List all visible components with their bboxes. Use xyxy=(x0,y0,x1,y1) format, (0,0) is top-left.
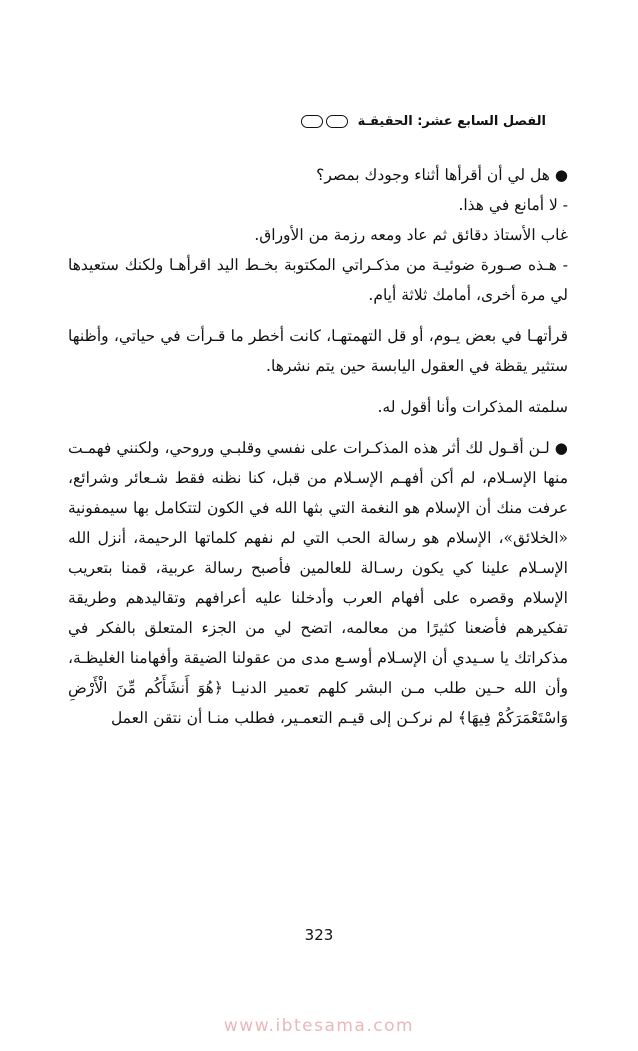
body-text xyxy=(68,160,568,733)
ornament-pill-right xyxy=(326,115,348,128)
header-ornament-icon xyxy=(301,115,348,128)
paragraph-text: قرأتهـا في بعض يـوم، أو قل التهمتهـا، كانت أخطر ما قـرأت في حياتي، وأظنها ستثير يقظة في العقول اليابسة حين يتم نشرها. xyxy=(68,327,568,375)
paragraph xyxy=(68,392,568,422)
ornament-pill-left xyxy=(301,115,323,128)
watermark: www.ibtesama.com xyxy=(223,1016,415,1036)
paragraph xyxy=(68,220,568,250)
paragraph xyxy=(68,250,568,310)
paragraph-text: لـن أقـول لك أثر هذه المذكـرات على نفسي وقلبـي وروحي، ولكنني فهمـت منها الإسـلام، لم أكن أفهـم الإسـلام من قبل، كنا نظنه فقط شـعائر وشرائع، عرفت منك أن الإسلام هو النغمة التي بثها الله في الكون لتتكامل بها سيمفونية «الخلائق»، الإسلام هو رسالة الحب التي لم نفهم كلماتها الرحيمة، أنزل الله الإسـلام علينا كي يكون رسـالة للعالمين فأصبح رسالة عربية، قمنا بتعريب الإسلام وقصره على أفهام العرب وأدخلنا عليه أعرافهم وتقاليدهم وطريقة تفكيرهم فأضعنا كثيرًا من معالمه، اتضح لي من الجزء المتعلق بالفكر في مذكراتك يا سـيدي أن الإسـلام أوسـع مدى من عقولنا الضيقة وأفهامنا الغليظـة، وأن الله حـين طلب مـن البشر كلهم تعمير الدنيـا ﴿هُوَ أَنشَأَكُم مِّنَ الْأَرْضِ وَاسْتَعْمَرَكُمْ فِيهَا﴾ لم نركـن إلى قيـم التعمـير، فطلب منـا أن نتقن العمل xyxy=(68,439,568,727)
page-number: 323 xyxy=(304,926,334,944)
paragraph xyxy=(68,321,568,381)
bullet-icon: ● xyxy=(554,166,568,184)
chapter-title: الفصل السابع عشر: الحقيقـة xyxy=(357,113,546,129)
paragraph xyxy=(68,433,568,733)
paragraph xyxy=(68,190,568,220)
paragraph xyxy=(68,160,568,190)
paragraph-text: - هـذه صـورة ضوئيـة من مذكـراتي المكتوبة بخـط اليد اقرأهـا ولكنك ستعيدها لي مرة أخرى، أمامك ثلاثة أيام. xyxy=(68,256,568,304)
paragraph-text: هل لي أن أقرأها أثناء وجودك بمصر؟ xyxy=(316,166,550,184)
bullet-icon: ● xyxy=(554,439,569,457)
paragraph-text: - لا أمانع في هذا. xyxy=(458,196,568,214)
running-header xyxy=(92,108,546,134)
paragraph-text: سلمته المذكرات وأنا أقول له. xyxy=(377,398,568,416)
paragraph-text: غاب الأستاذ دقائق ثم عاد ومعه رزمة من الأوراق. xyxy=(254,226,568,244)
